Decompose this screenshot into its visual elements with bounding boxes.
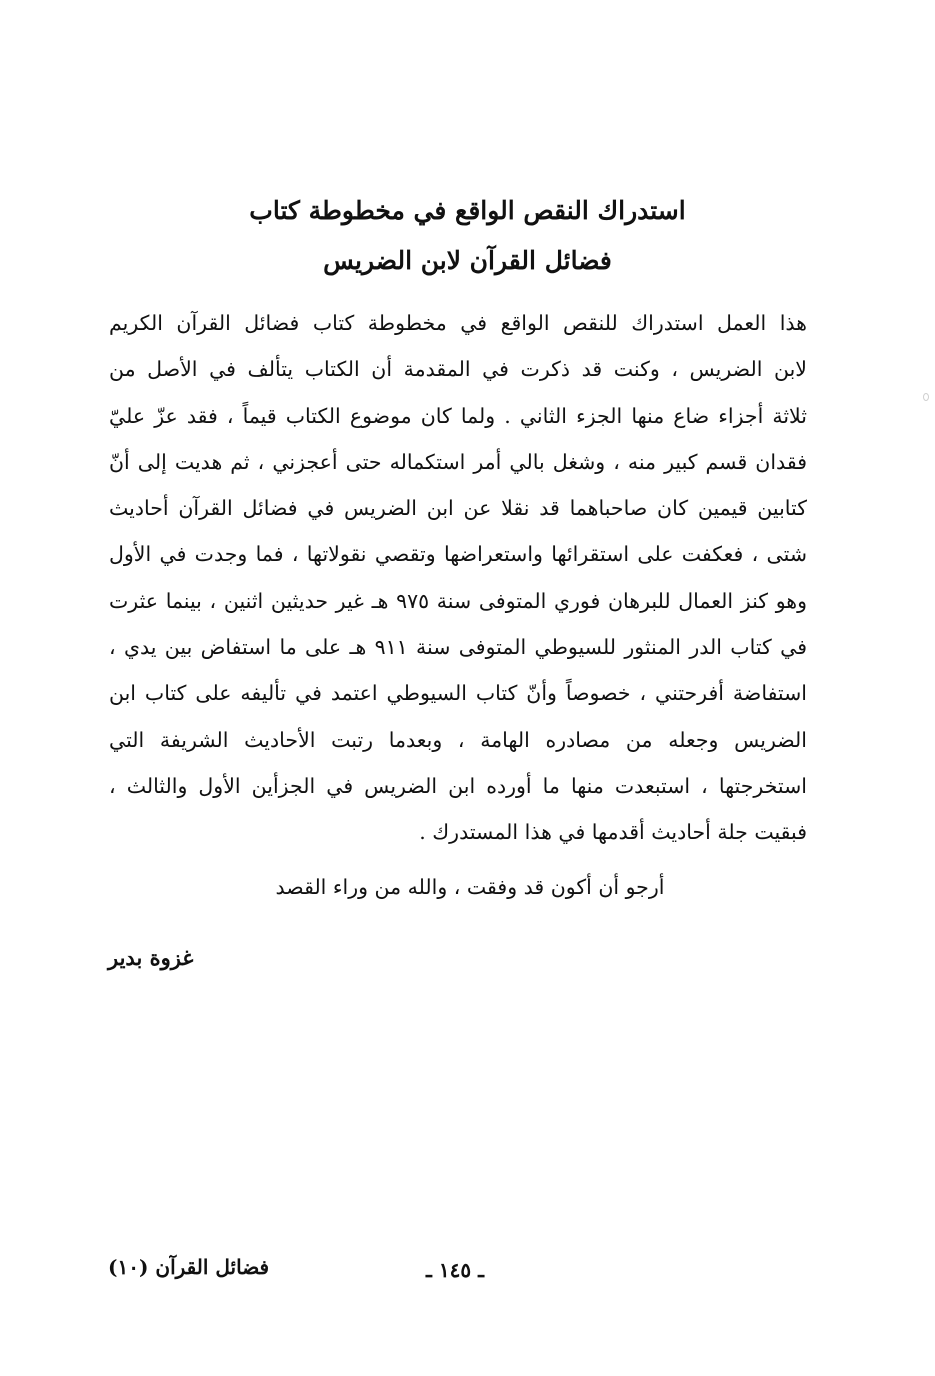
title-line-2: فضائل القرآن لابن الضريس [323,246,612,275]
body-line: هذا العمل استدراك للنقص الواقع في مخطوطة كتاب فضائل القرآن الكريم [109,311,807,335]
closing-sentence: أرجو أن أكون قد وفقت ، والله من وراء القصد [275,875,665,899]
body-line: استخرجتها ، استبعدت منها ما أورده ابن الضريس في الجزأين الأول والثالث ، [109,773,807,798]
body-line: لابن الضريس ، وكنت قد ذكرت في المقدمة أن الكتاب يتألف في الأصل من [109,357,807,382]
body-line: فقدان قسم كبير منه ، وشغل بالي أمر استكماله حتى أعجزني ، ثم هديت إلى أنّ [109,449,807,474]
body-line: الضريس وجعله من مصادره الهامة ، وبعدما رتبت الأحاديث الشريفة التي [109,727,807,752]
body-line: في كتاب الدر المنثور للسيوطي المتوفى سنة ٩١١ هـ على ما استفاض بين يدي ، [109,635,807,660]
body-line: وهو كنز العمال للبرهان فوري المتوفى سنة ٩٧٥ هـ غير حديثين اثنين ، بينما عثرت [109,588,807,613]
body-line: كتابين قيمين كان صاحباهما قد نقلا عن ابن الضريس في فضائل القرآن أحاديث [109,496,807,521]
footer-book-label: فضائل القرآن (١٠) [108,1255,270,1279]
page-title [110,186,825,286]
title-line-1: استدراك النقص الواقع في مخطوطة كتاب [249,196,686,225]
body-paragraph [109,300,807,856]
body-line: ثلاثة أجزاء ضاع منها الجزء الثاني . ولما كان موضوع الكتاب قيماً ، فقد عزّ عليّ [109,403,807,428]
body-line: شتى ، فعكفت على استقرائها واستعراضها وتقصي نقولاتها ، فما وجدت في الأول [109,542,807,567]
body-line: استفاضة أفرحتني ، خصوصاً وأنّ كتاب السيوطي اعتمد في تأليفه على كتاب ابن [109,681,807,706]
paper-speck [923,393,929,401]
body-line: فبقيت جلة أحاديث أقدمها في هذا المستدرك . [419,820,807,845]
page-number: ـ ١٤٥ ـ [426,1258,484,1282]
author-signature: غزوة بدير [108,945,194,970]
